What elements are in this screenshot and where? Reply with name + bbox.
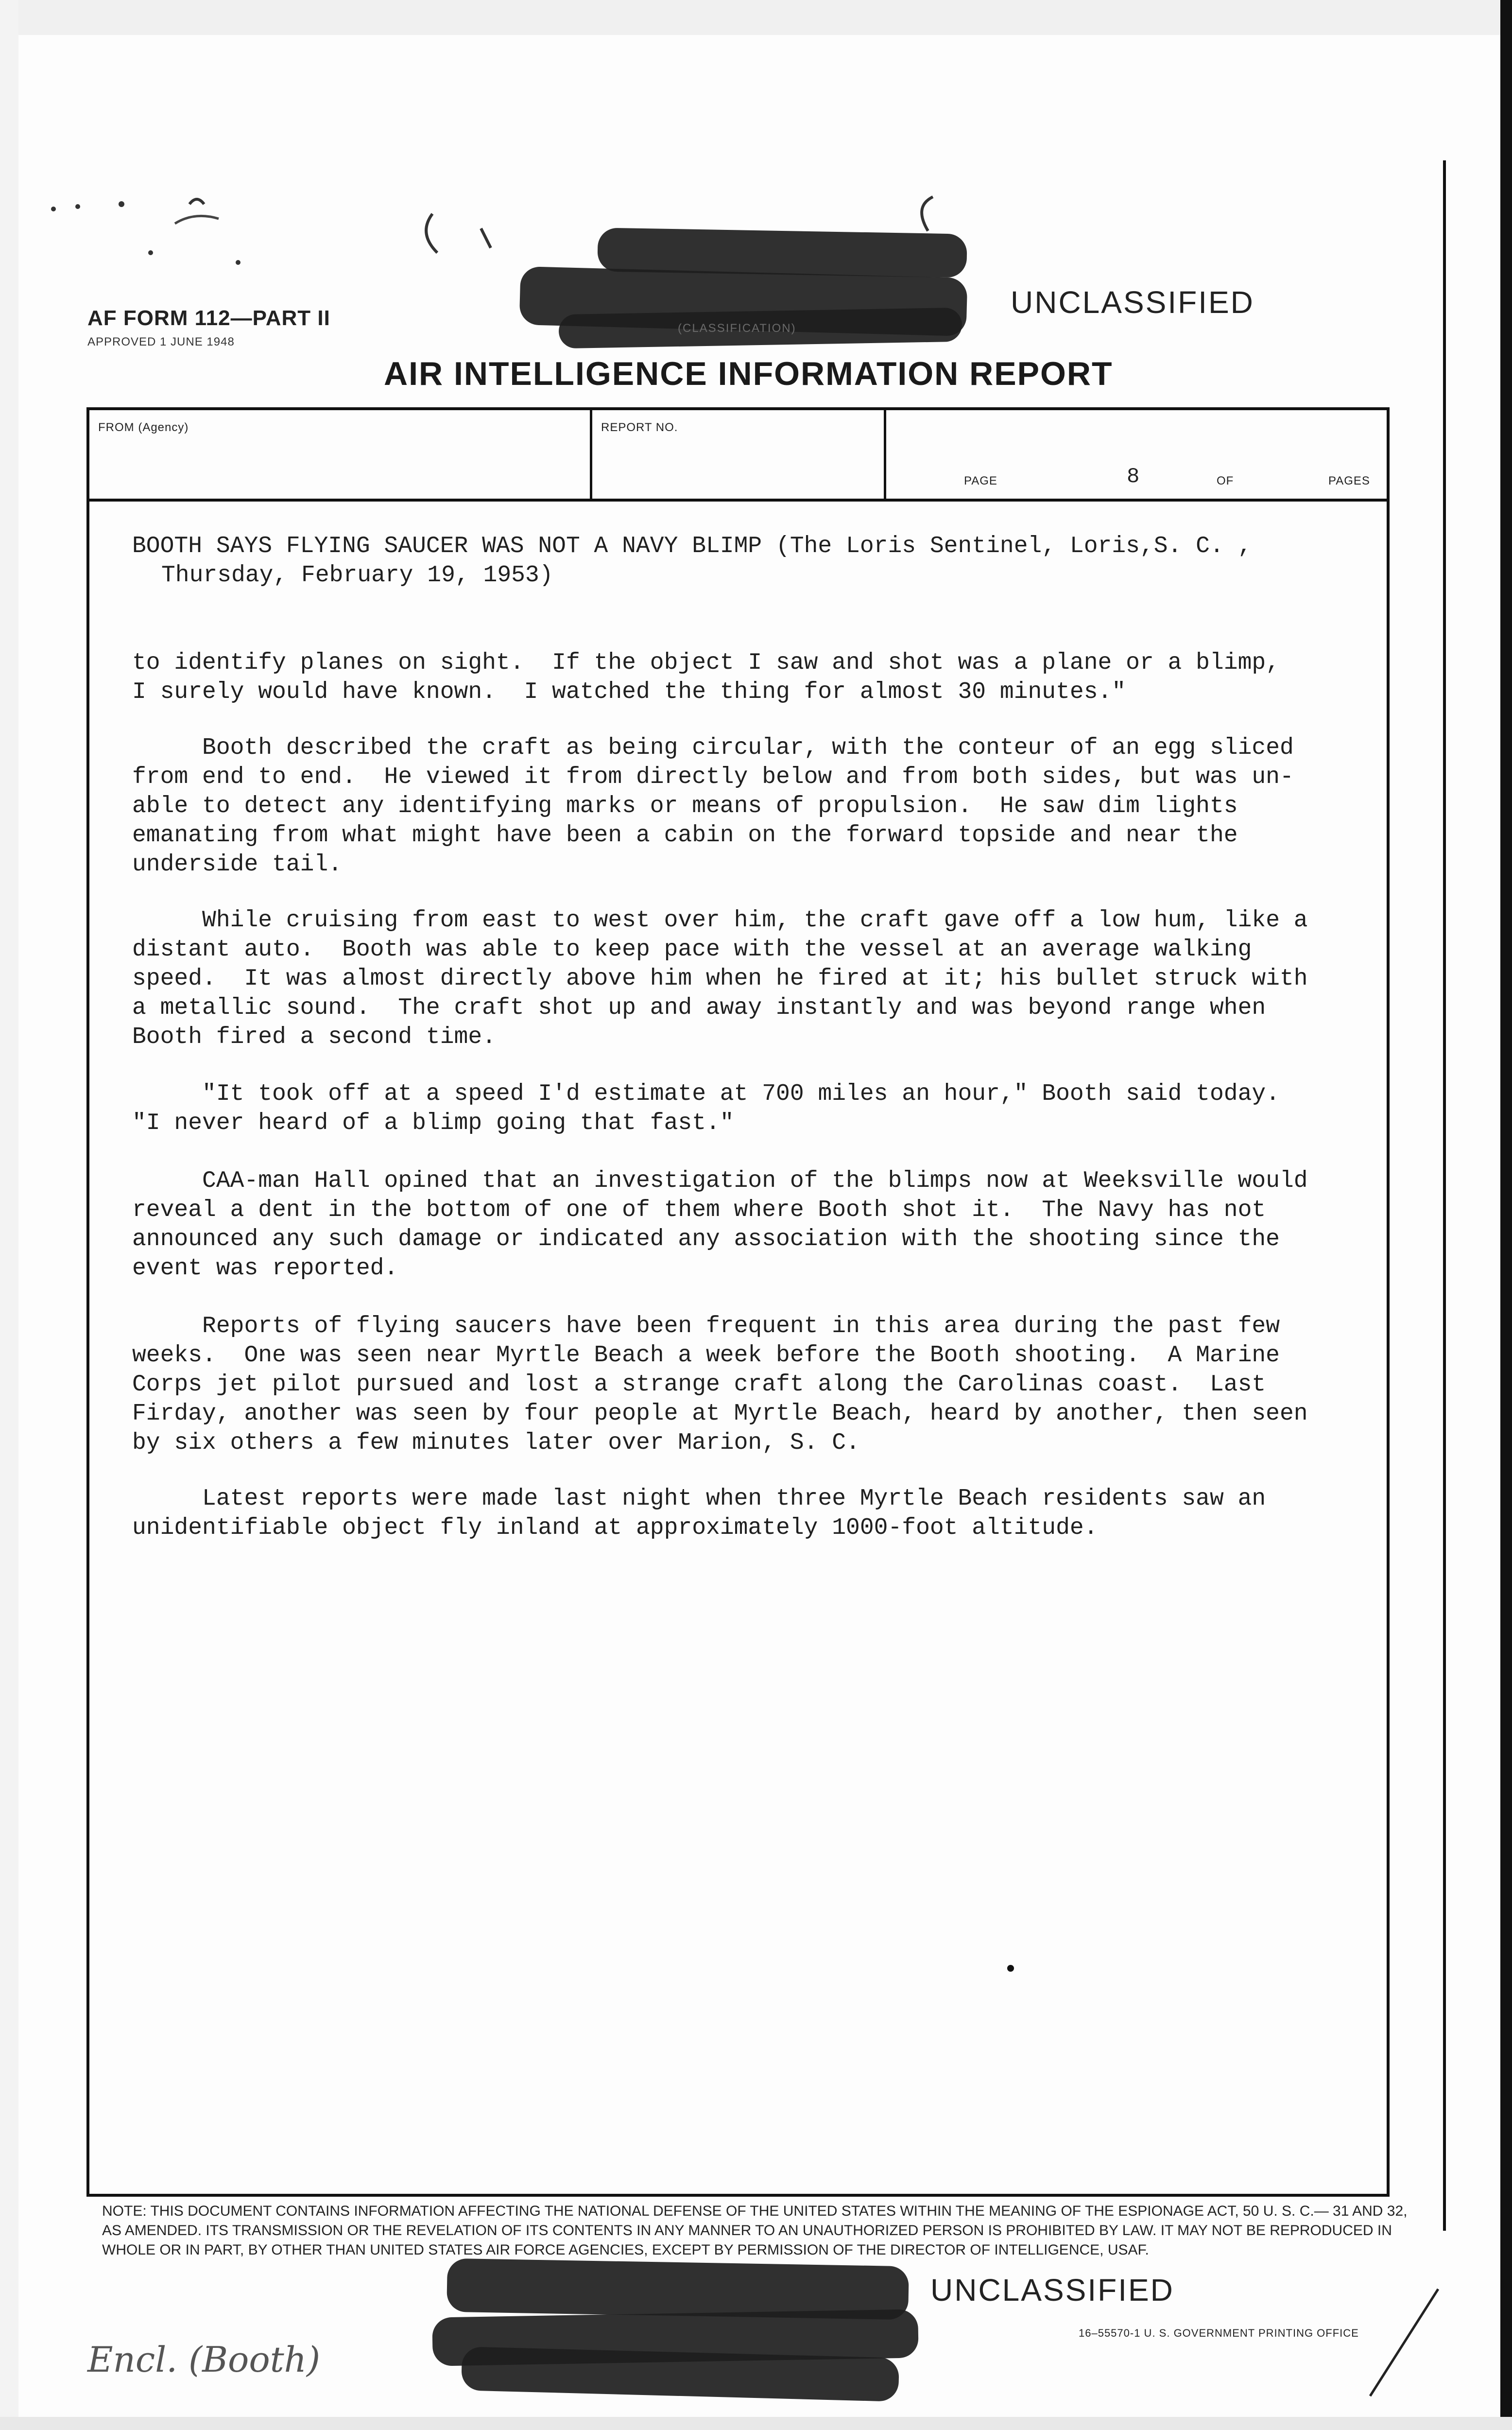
printing-office-line: 16–55570-1 U. S. GOVERNMENT PRINTING OFFICE <box>1079 2327 1359 2339</box>
paragraph-1: to identify planes on sight. If the object I saw and shot was a plane or a blimp, I surely would have known. I watched the thing for almost 30 minutes." <box>132 650 1280 705</box>
form-id: AF FORM 112—PART II <box>87 306 330 330</box>
of-label: OF <box>1217 474 1234 487</box>
scan-left-margin <box>0 0 18 2430</box>
report-form-box <box>86 407 1390 2197</box>
from-label: FROM (Agency) <box>98 421 189 434</box>
handwritten-note-text: Encl. (Booth) <box>87 2339 321 2380</box>
from-cell <box>89 410 592 499</box>
headline-line-1: BOOTH SAYS FLYING SAUCER WAS NOT A NAVY BLIMP (The Loris Sentinel, Loris,S. C. , <box>132 533 1252 559</box>
report-title: AIR INTELLIGENCE INFORMATION REPORT <box>384 355 1113 392</box>
espionage-act-notice: NOTE: THIS DOCUMENT CONTAINS INFORMATION AFFECTING THE NATIONAL DEFENSE OF THE UNITED STATES WITHIN THE MEANING OF THE ESPIONAGE ACT, 50 U. S. C.— 31 AND 32, AS AMENDED. ITS TRANSMISSION OR THE REVELATION OF ITS CONTENTS IN ANY MANNER TO AN UNAUTHORIZED PERSON IS PROHIBITED BY LAW. IT MAY NOT BE REPRODUCED IN WHOLE OR IN PART, BY OTHER THAN UNITED STATES AIR FORCE AGENCIES, EXCEPT BY PERMISSION OF THE DIRECTOR OF INTELLIGENCE, USAF. <box>102 2203 1408 2258</box>
form-approved-date: APPROVED 1 JUNE 1948 <box>87 335 235 348</box>
headline-line-2: Thursday, February 19, 1953) <box>161 562 553 589</box>
article-headline <box>132 532 1376 590</box>
paragraph-2: Booth described the craft as being circular, with the conteur of an egg sliced from end to end. He viewed it from directly below and from both sides, but was un- able to detect any identifying marks or means of propulsion. He saw dim lights emanating from what might have been a cabin on the forward topside and near the underside tail. <box>132 735 1294 878</box>
paragraph-7: Latest reports were made last night when three Myrtle Beach residents saw an unidentifiable object fly inland at approximately 1000-foot altitude. <box>132 1486 1266 1541</box>
handwritten-note <box>83 2328 398 2401</box>
classification-label: (CLASSIFICATION) <box>678 322 796 335</box>
stray-marks <box>44 185 530 282</box>
page-number: 8 <box>1127 465 1140 489</box>
stray-dot <box>1006 1963 1015 1973</box>
corner-slash-mark <box>1360 2284 1448 2401</box>
classification-bottom: UNCLASSIFIED <box>930 2273 1174 2308</box>
redaction-top-upper <box>597 227 967 278</box>
paragraph-5: CAA-man Hall opined that an investigation of the blimps now at Weeksville would reveal a dent in the bottom of one of them where Booth shot it. The Navy has not announced any such damage or indicated any association with the shooting since the event was reported. <box>132 1168 1308 1282</box>
paragraph-4: "It took off at a speed I'd estimate at 700 miles an hour," Booth said today. "I never heard of a blimp going that fast." <box>132 1081 1280 1136</box>
report-no-label: REPORT NO. <box>601 421 678 434</box>
classification-top: UNCLASSIFIED <box>1011 285 1254 320</box>
form-header-row <box>89 410 1387 502</box>
paragraph-3: While cruising from east to west over him, the craft gave off a low hum, like a distant auto. Booth was able to keep pace with the vessel at an average walking speed. It was almost directly above him when he fired at it; his bullet struck with a metallic sound. The craft shot up and away instantly and was beyond range when Booth fired a second time. <box>132 907 1308 1050</box>
paragraph-6: Reports of flying saucers have been frequent in this area during the past few weeks. One was seen near Myrtle Beach a week before the Booth shooting. A Marine Corps jet pilot pursued and lost a strange craft along the Carolinas coast. Last Firday, another was seen by four people at Myrtle Beach, heard by another, then seen by six others a few minutes later over Marion, S. C. <box>132 1313 1308 1456</box>
page-cell <box>886 410 1387 499</box>
report-no-cell <box>592 410 886 499</box>
scan-top-margin <box>0 0 1512 35</box>
scan-right-edge <box>1500 0 1512 2430</box>
scan-bottom-margin <box>0 2417 1512 2430</box>
pages-label: PAGES <box>1328 474 1370 487</box>
page-edge-line <box>1443 160 1446 2231</box>
page-label: PAGE <box>964 474 997 487</box>
